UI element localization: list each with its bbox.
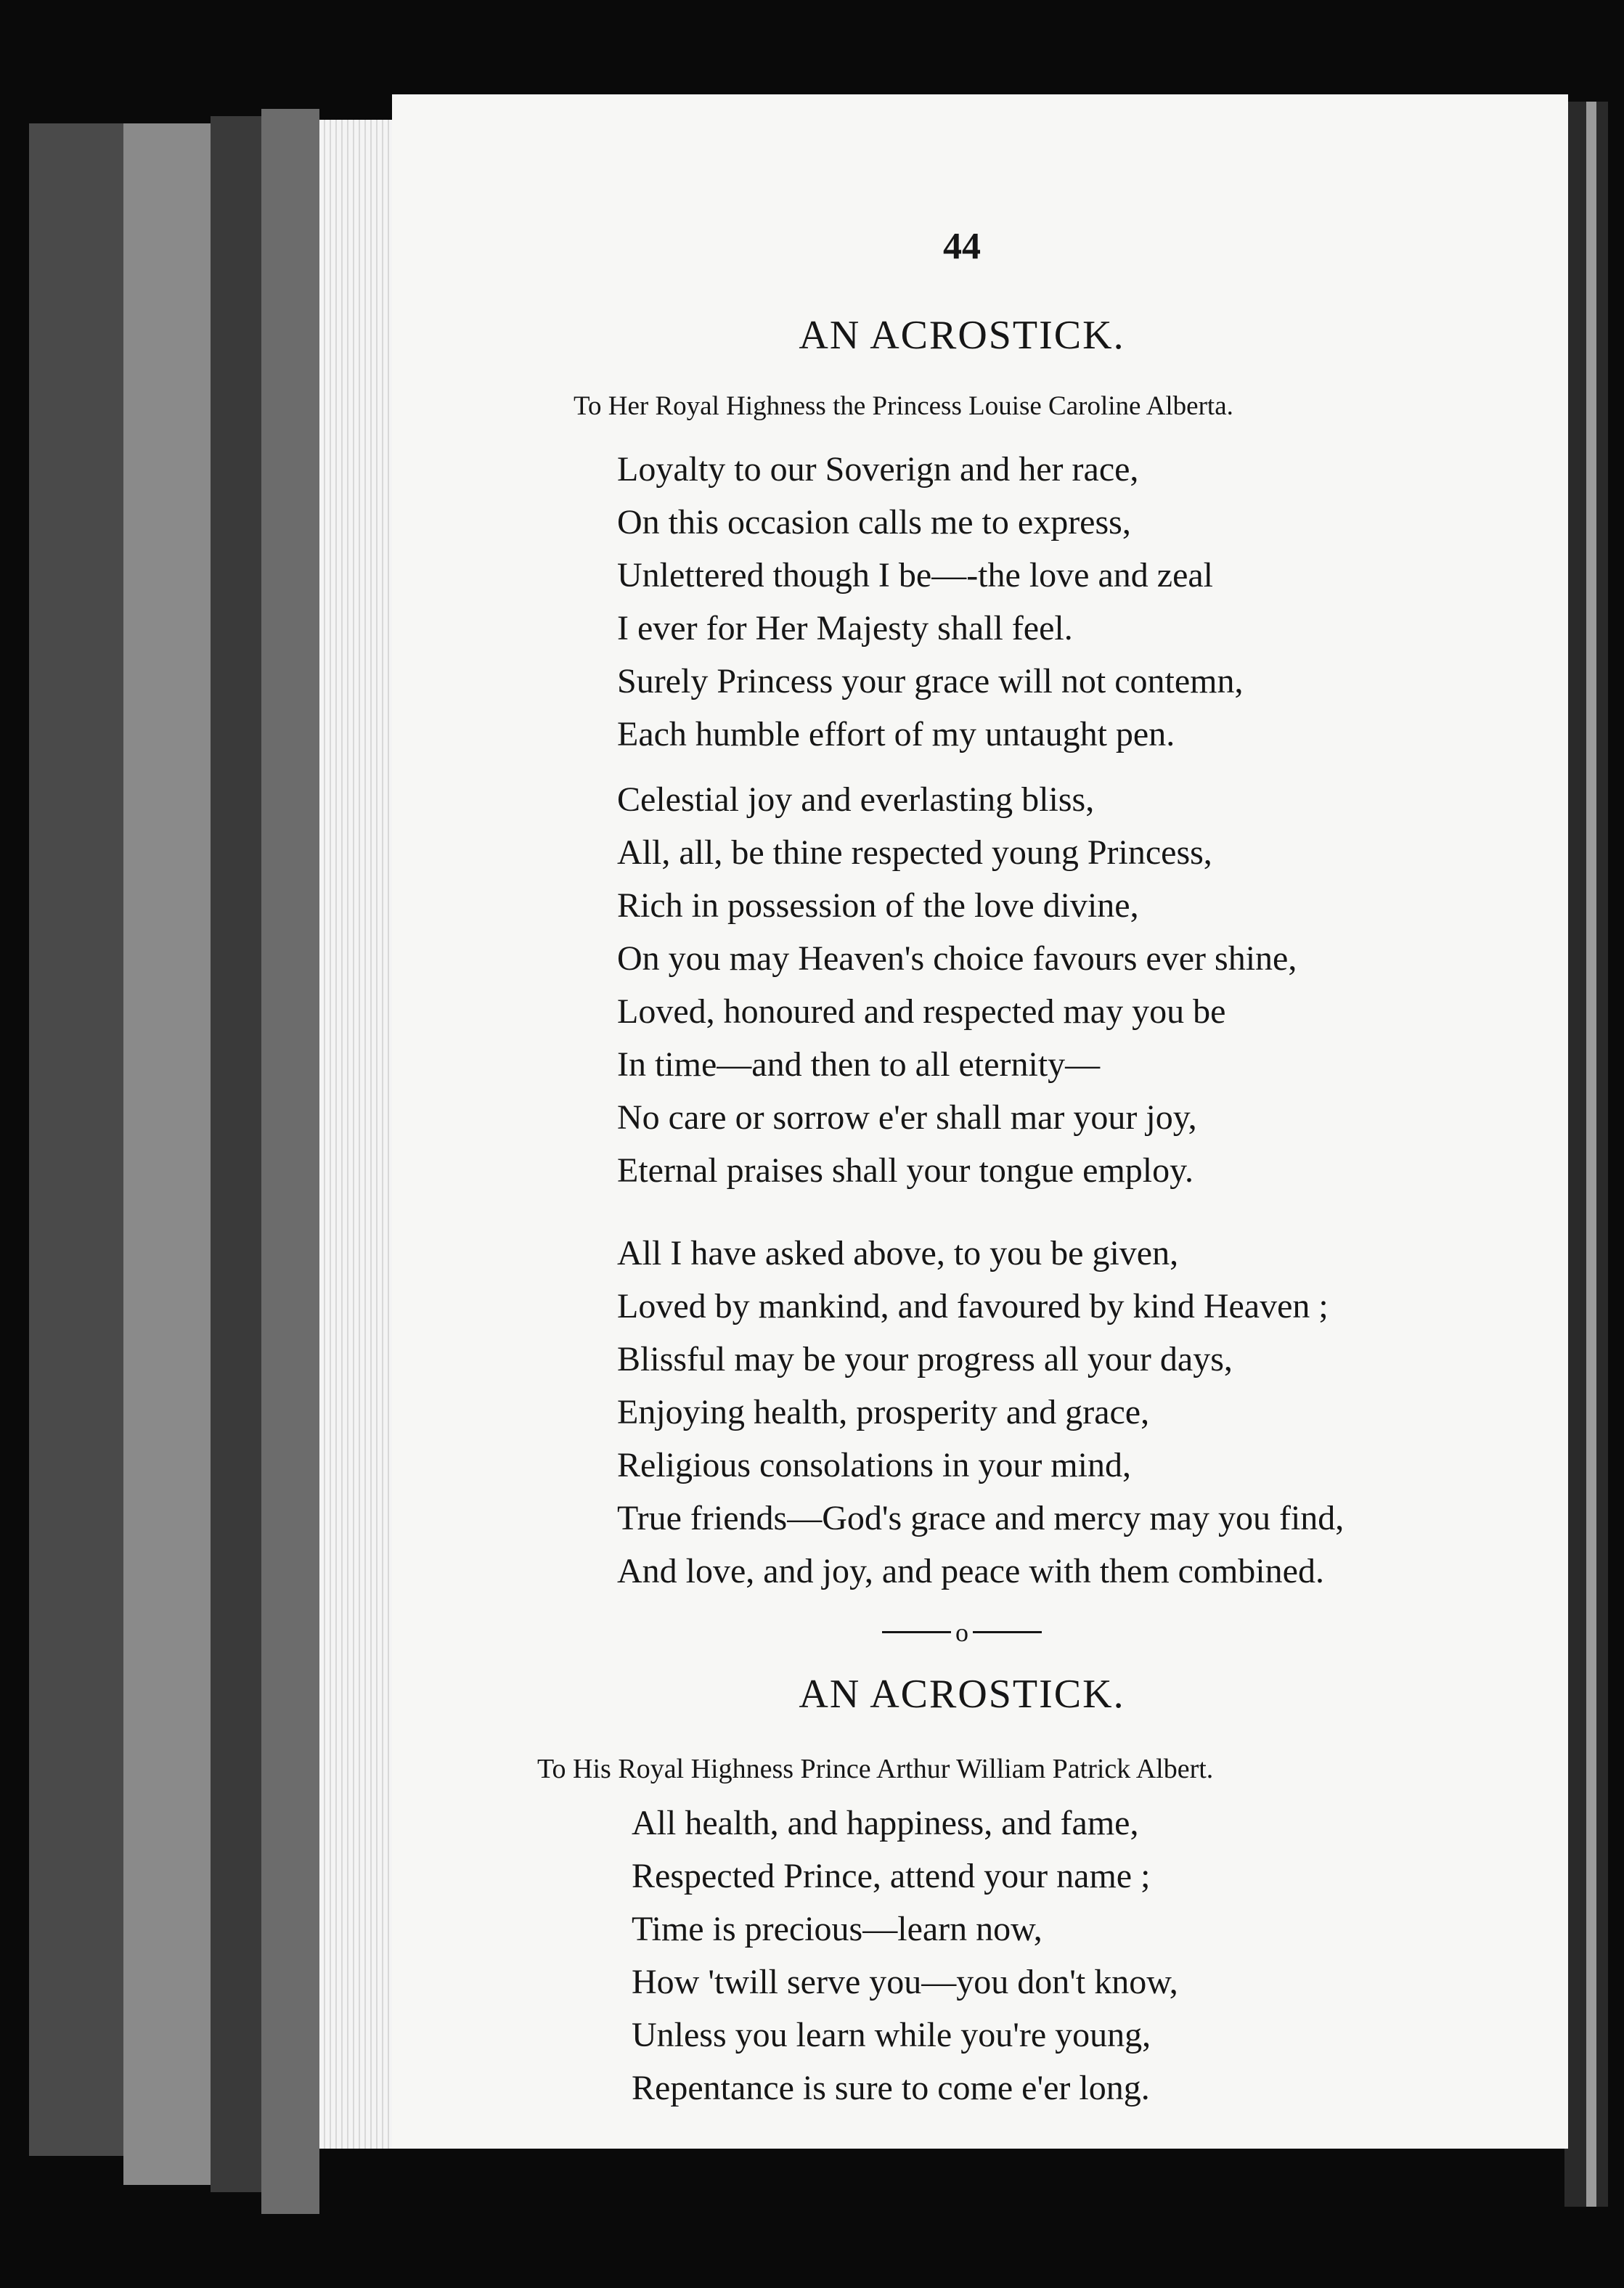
poem-line: Rich in possession of the love divine, [617,886,1139,925]
poem-dedication: To Her Royal Highness the Princess Louise Caroline Alberta. [574,391,1233,421]
poem-line: No care or sorrow e'er shall mar your joy, [617,1098,1197,1137]
poem-line: All, all, be thine respected young Princess, [617,833,1212,872]
poem-line: Celestial joy and everlasting bliss, [617,780,1095,819]
poem-line: Loved, honoured and respected may you be [617,992,1226,1031]
poem-title: AN ACROSTICK. [799,313,1125,358]
poem-line: Unless you learn while you're young, [632,2016,1151,2054]
book-cover-edge [211,116,261,2192]
poem-line: Blissful may be your progress all your days, [617,1340,1233,1378]
poem-line: On you may Heaven's choice favours ever shine, [617,939,1297,978]
poem-line: On this occasion calls me to express, [617,503,1131,542]
poem-line: Religious consolations in your mind, [617,1446,1131,1484]
poem-line: Repentance is sure to come e'er long. [632,2069,1150,2107]
poem-stanza [617,443,1243,761]
page-number: 44 [943,226,981,267]
poem-line: Loyalty to our Soverign and her race, [617,450,1139,489]
poem-line: True friends—God's grace and mercy may you find, [617,1499,1345,1537]
section-divider [392,1614,1532,1648]
divider-rule [882,1631,951,1633]
poem-stanza [632,1797,1178,2115]
book-cover-edge [29,123,131,2156]
poem-line: Enjoying health, prosperity and grace, [617,1393,1150,1431]
poem-stanza [617,773,1297,1197]
book-page [392,94,1568,2149]
poem-line: In time—and then to all eternity— [617,1045,1101,1084]
poem-line: Surely Princess your grace will not contemn, [617,662,1244,700]
poem-line: How 'twill serve you—you don't know, [632,1963,1178,2001]
poem-line: Loved by mankind, and favoured by kind Heaven ; [617,1287,1329,1325]
poem-line: All health, and happiness, and fame, [632,1804,1139,1842]
book-cover-edge [123,123,211,2185]
poem-title: AN ACROSTICK. [799,1672,1125,1717]
poem-line: I ever for Her Majesty shall feel. [617,609,1073,647]
facing-page-edge [1586,102,1596,2207]
page-edges [319,120,399,2149]
poem-line: Each humble effort of my untaught pen. [617,715,1175,753]
book-cover-edge [261,109,319,2214]
divider-rule [973,1631,1042,1633]
poem-line: Unlettered though I be—-the love and zeal [617,556,1214,595]
poem-line: Eternal praises shall your tongue employ. [617,1151,1194,1190]
poem-line: Respected Prince, attend your name ; [632,1857,1151,1895]
poem-line: Time is precious—learn now, [632,1910,1042,1948]
poem-line: And love, and joy, and peace with them combined. [617,1552,1324,1590]
divider-ornament: o [955,1617,968,1647]
poem-line: All I have asked above, to you be given, [617,1234,1179,1272]
poem-stanza [617,1227,1344,1598]
poem-dedication: To His Royal Highness Prince Arthur William Patrick Albert. [537,1754,1214,1784]
